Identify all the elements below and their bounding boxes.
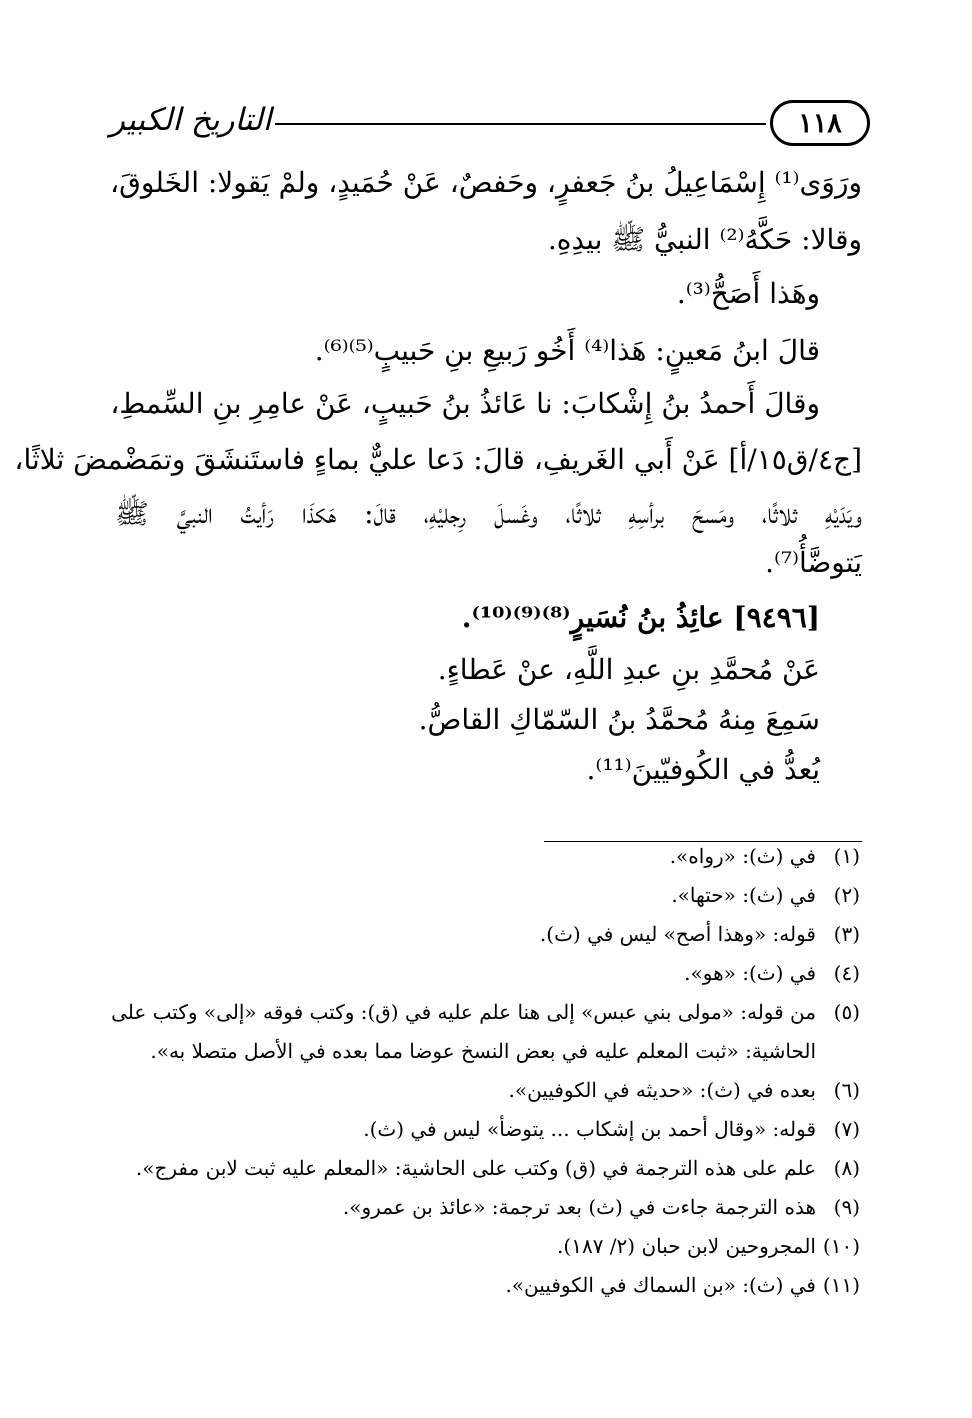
footnote-number: (٣) bbox=[833, 922, 860, 946]
footnote-text: في (ث): «رواه». bbox=[669, 844, 816, 868]
footnote bbox=[136, 1152, 860, 1184]
page-number: ١١٨ bbox=[770, 100, 870, 146]
footnote-text: من قوله: «مولى بني عبس» إلى هنا علم عليه في (ق): وكتب فوقه «إلى» وكتب على bbox=[111, 1000, 816, 1024]
footnote bbox=[670, 840, 860, 872]
footnote-number: (٢) bbox=[833, 883, 860, 907]
text-line: ورَوَى⁽¹⁾ إِسْمَاعِيلُ بنُ جَعفرٍ، وحَفصٌ، عَنْ حُمَيدٍ، ولمْ يَقولا: الخَلوقَ، bbox=[110, 166, 862, 199]
footnote bbox=[540, 918, 860, 950]
footnote bbox=[557, 1230, 860, 1262]
footnote-number: (٤) bbox=[833, 961, 860, 985]
footnote-number: (١٠) bbox=[822, 1234, 860, 1258]
text-line: يُعدُّ في الكُوفيّينَ⁽¹¹⁾. bbox=[586, 753, 820, 786]
text-line: وهَذا أَصَحُّ⁽³⁾. bbox=[676, 277, 820, 310]
footnote bbox=[505, 1269, 860, 1301]
running-title: التاريخ الكبير bbox=[110, 102, 272, 138]
footnote-number: (١١) bbox=[822, 1273, 860, 1297]
footnote-number: (٧) bbox=[833, 1117, 860, 1141]
footnote-number: (٩) bbox=[833, 1195, 860, 1219]
footnote-text: في (ث): «هو». bbox=[684, 961, 816, 985]
footnote bbox=[508, 1074, 860, 1106]
footnote bbox=[111, 996, 860, 1028]
footnote-text: في (ث): «بن السماك في الكوفيين». bbox=[505, 1273, 816, 1297]
footnote bbox=[671, 879, 860, 911]
footnote-text: المجروحين لابن حبان (٢/ ١٨٧). bbox=[557, 1234, 816, 1258]
footnote-number: (١) bbox=[833, 844, 860, 868]
text-line: ويَدَيْهِ ثلاثًا، ومَسحَ برأسِهِ ثلاثًا، وغَسلَ رِجليْهِ، قالَ: هَكذَا رَأيتُ النبيَّ ﷺ bbox=[115, 497, 862, 530]
footnote-text: قوله: «وهذا أصح» ليس في (ث). bbox=[539, 922, 816, 946]
text-line: عَنْ مُحمَّدِ بنِ عبدِ اللَّهِ، عنْ عَطاءٍ. bbox=[437, 653, 820, 686]
text-line: وقالَ أَحمدُ بنُ إِشْكابَ: نا عَائذُ بنُ حَبيبٍ، عَنْ عامِرِ بنِ السِّمطِ، bbox=[110, 387, 820, 420]
footnote bbox=[363, 1113, 860, 1145]
text-line: [ج٤/ق١٥/أ] عَنْ أَبي الغَريفِ، قالَ: دَعا عليٌّ بماءٍ فاستَنشَقَ وتمَضْمضَ ثلاثًا، bbox=[14, 443, 862, 476]
footnote-text: هذه الترجمة جاءت في (ث) بعد ترجمة: «عائذ بن عمرو». bbox=[342, 1195, 816, 1219]
entry-heading: [٩٤٩٦] عائِذُ بنُ نُسَيرٍ⁽⁸⁾⁽⁹⁾⁽¹⁰⁾. bbox=[461, 601, 820, 634]
footnote-text: بعده في (ث): «حديثه في الكوفيين». bbox=[508, 1078, 816, 1102]
footnote-number: (٥) bbox=[833, 1000, 860, 1024]
footnote bbox=[343, 1191, 860, 1223]
text-line: يَتوضَّأُ⁽⁷⁾. bbox=[765, 546, 862, 579]
text-line: وقالا: حَكَّهُ⁽²⁾ النبيُّ ﷺ بيدِهِ. bbox=[547, 223, 862, 256]
footnote-text: علم على هذه الترجمة في (ق) وكتب على الحاشية: «المعلم عليه ثبت لابن مفرج». bbox=[135, 1156, 816, 1180]
page-header bbox=[110, 100, 870, 160]
footnote-number: (٨) bbox=[833, 1156, 860, 1180]
footnote bbox=[684, 957, 860, 989]
text-line: سَمِعَ مِنهُ مُحمَّدُ بنُ السّمّاكِ القاصُّ. bbox=[418, 703, 820, 736]
footnote-number: (٦) bbox=[833, 1078, 860, 1102]
footnote-text: في (ث): «حتها». bbox=[671, 883, 816, 907]
footnote-continuation: الحاشية: «ثبت المعلم عليه في بعض النسخ عوضا مما بعده في الأصل متصلا به». bbox=[150, 1039, 816, 1063]
header-rule bbox=[275, 123, 766, 125]
footnote-text: قوله: «وقال أحمد بن إشكاب ... يتوضأ» ليس في (ث). bbox=[363, 1117, 816, 1141]
text-line: قالَ ابنُ مَعينٍ: هَذا⁽⁴⁾ أَخُو رَبيعِ بنِ حَبيبٍ⁽⁵⁾⁽⁶⁾. bbox=[314, 334, 820, 367]
